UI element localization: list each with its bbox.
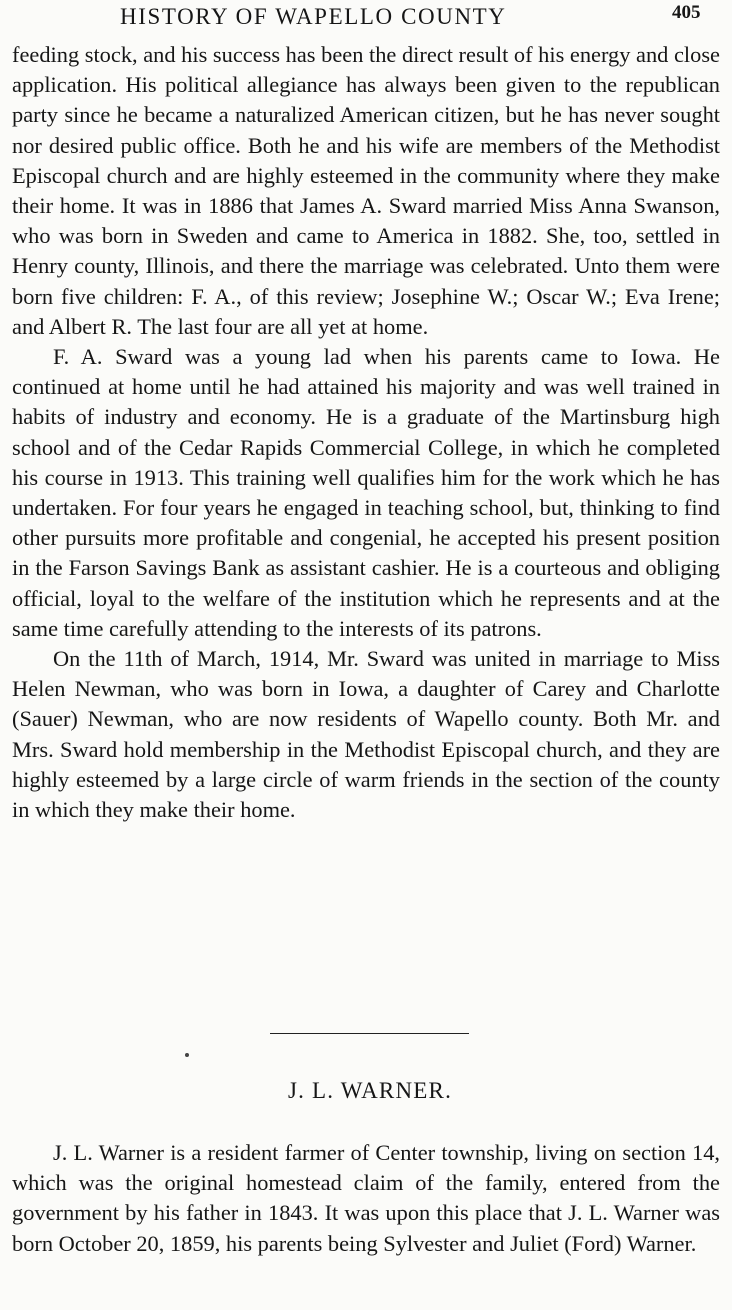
paragraph-sward-marriage: On the 11th of March, 1914, Mr. Sward was united in marriage to Miss Helen Newman, who was born in Iowa, a daughter of Carey and Charlotte (Sauer) Newman, who are now residents of Wapello county. Both Mr. and Mrs. Sward hold membership in the Methodist Episcopal church, and they are highly esteemed by a large circle of warm friends in the section of the county in which they make their home. — [12, 646, 720, 823]
biography-warner — [12, 1138, 720, 1259]
running-head: HISTORY OF WAPELLO COUNTY — [120, 4, 507, 29]
page-header — [0, 2, 732, 42]
biography-continued — [12, 40, 720, 825]
paragraph-fa-sward-career: F. A. Sward was a young lad when his parents came to Iowa. He continued at home until he had attained his majority and was well trained in habits of industry and economy. He is a graduate of the Martinsburg high school and of the Cedar Rapids Commercial College, in which he completed his course in 1913. This training well qualifies him for the work which he has undertaken. For four years he engaged in teaching school, but, thinking to find other pursuits more profitable and congenial, he accepted his present position in the Farson Savings Bank as assistant cashier. He is a courteous and obliging official, loyal to the welfare of the institution which he represents and at the same time carefully attending to the interests of its patrons. — [12, 344, 720, 641]
paragraph-warner-intro: J. L. Warner is a resident farmer of Center township, living on section 14, which was the original homestead claim of the family, entered from the government by his father in 1843. It was upon this place that J. L. Warner was born October 20, 1859, his parents being Sylvester and Juliet (Ford) Warner. — [12, 1140, 720, 1256]
page-number: 405 — [672, 2, 701, 23]
section-divider — [270, 1033, 469, 1034]
paragraph-sward-family: feeding stock, and his success has been the direct result of his energy and close application. His political allegiance has always been given to the republican party since he became a naturalized American citizen, but he has never sought nor desired public office. Both he and his wife are members of the Methodist Episcopal church and are highly esteemed in the community where they make their home. It was in 1886 that James A. Sward married Miss Anna Swanson, who was born in Sweden and came to America in 1882. She, too, settled in Henry county, Illinois, and there the marriage was celebrated. Unto them were born five children: F. A., of this review; Josephine W.; Oscar W.; Eva Irene; and Albert R. The last four are all yet at home. — [12, 42, 720, 339]
section-heading: J. L. WARNER. — [287, 1078, 453, 1103]
print-speck — [185, 1053, 189, 1057]
